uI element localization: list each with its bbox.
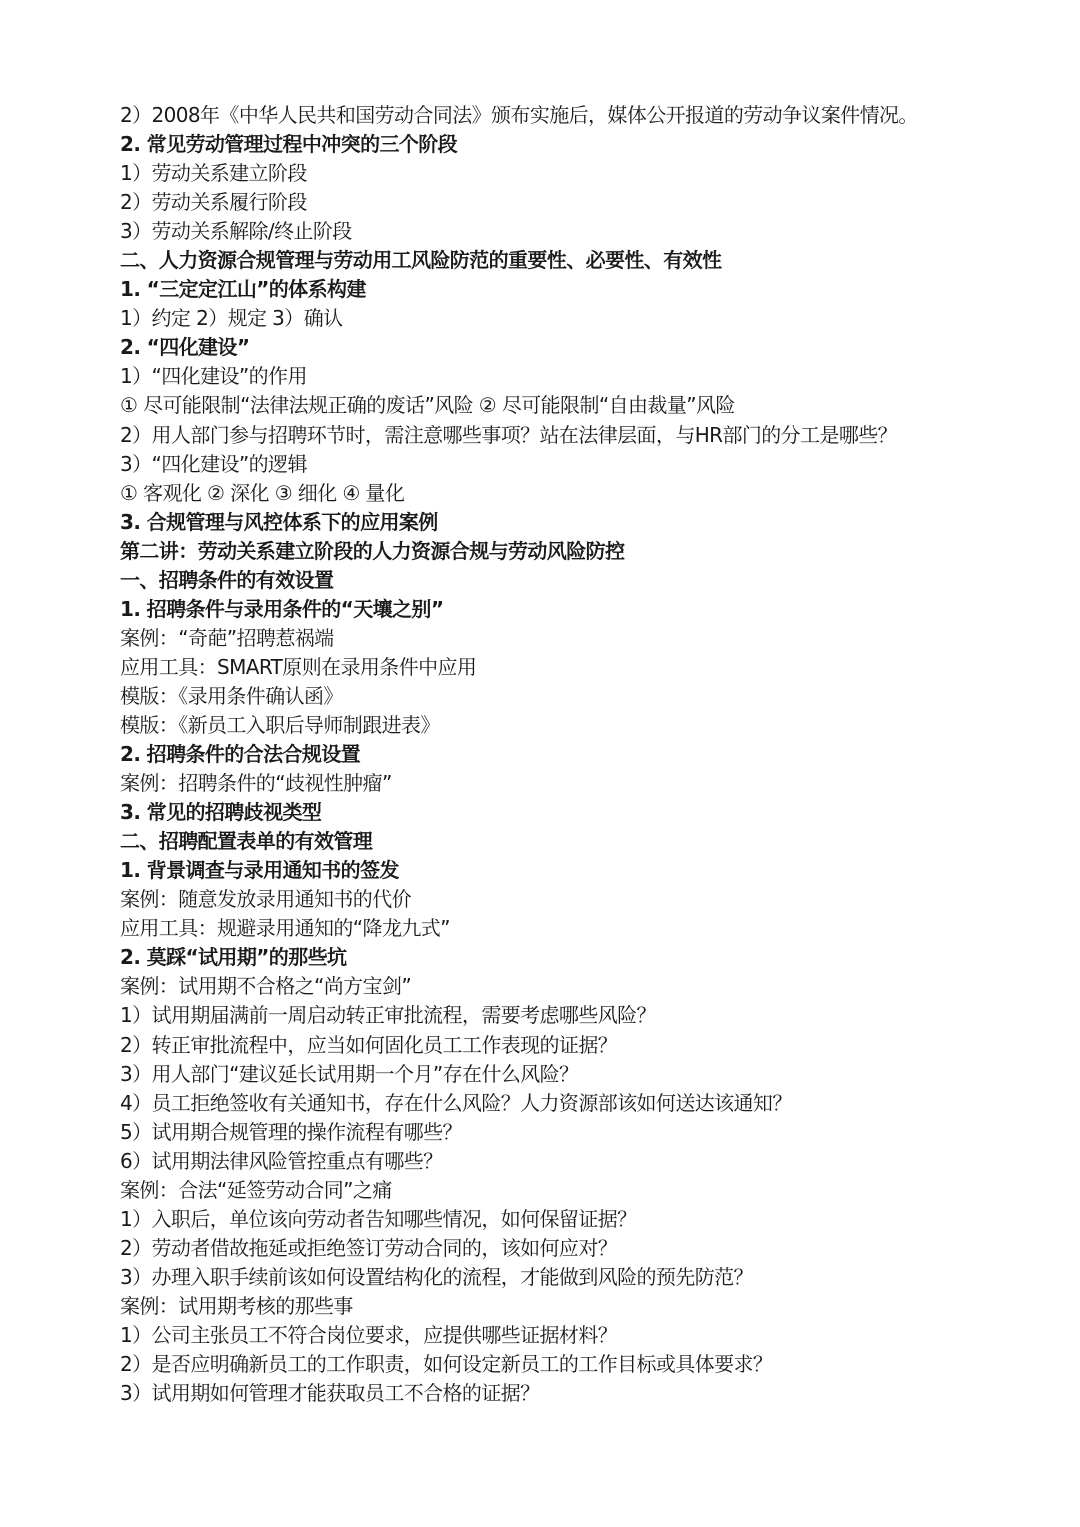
text-line: 1）“四化建设”的作用 (120, 364, 307, 389)
text-line: 2）2008年《中华人民共和国劳动合同法》颁布实施后，媒体公开报道的劳动争议案件情况。 (120, 103, 918, 127)
text-line: 2）是否应明确新员工的工作职责，如何设定新员工的工作目标或具体要求？ (120, 1352, 773, 1377)
text-line: 3）劳动关系解除/终止阶段 (120, 219, 352, 244)
text-line: 2）转正审批流程中，应当如何固化员工工作表现的证据？ (120, 1032, 618, 1057)
text-line: 应用工具：规避录用通知的“降龙九式” (120, 916, 450, 941)
text-line: 2）用人部门参与招聘环节时，需注意哪些事项？站在法律层面，与HR部门的分工是哪些？ (120, 422, 898, 447)
text-line: 案例：合法“延签劳动合同”之痛 (120, 1177, 392, 1202)
text-line: 1）约定 2）规定 3）确认 (120, 306, 343, 331)
text-line: ① 尽可能限制“法律法规正确的废话”风险 ② 尽可能限制“自由裁量”风险 (120, 393, 735, 418)
text-line: 案例：试用期不合格之“尚方宝剑” (120, 974, 412, 999)
heading-line: 1. “三定定江山”的体系构建 (120, 277, 366, 302)
text-line: 模版：《录用条件确认函》 (120, 683, 343, 708)
heading-line: 1. 背景调查与录用通知书的签发 (120, 858, 399, 883)
heading-line: 2. “四化建设” (120, 335, 250, 360)
text-line: 4）员工拒绝签收有关通知书，存在什么风险？人力资源部该如何送达该通知？ (120, 1090, 792, 1115)
heading-line: 1. 招聘条件与录用条件的“天壤之别” (120, 596, 444, 621)
text-line: 1）公司主张员工不符合岗位要求，应提供哪些证据材料？ (120, 1322, 618, 1347)
text-line: 1）劳动关系建立阶段 (120, 161, 307, 186)
text-line: 案例：“奇葩”招聘惹祸端 (120, 625, 334, 650)
heading-line: 二、人力资源合规管理与劳动用工风险防范的重要性、必要性、有效性 (120, 248, 722, 273)
text-line: 6）试用期法律风险管控重点有哪些？ (120, 1148, 443, 1173)
text-line: 模版：《新员工入职后导师制跟进表》 (120, 712, 440, 737)
text-line: 3）试用期如何管理才能获取员工不合格的证据？ (120, 1381, 540, 1406)
text-line: 3）“四化建设”的逻辑 (120, 451, 307, 476)
text-line: 1）入职后，单位该向劳动者告知哪些情况，如何保留证据？ (120, 1206, 637, 1231)
text-line: ① 客观化 ② 深化 ③ 细化 ④ 量化 (120, 480, 405, 505)
heading-line: 2. 招聘条件的合法合规设置 (120, 742, 361, 767)
heading-line: 一、招聘条件的有效设置 (120, 567, 334, 592)
text-line: 2）劳动关系履行阶段 (120, 190, 307, 215)
text-line: 应用工具：SMART原则在录用条件中应用 (120, 654, 477, 679)
heading-line: 2. 莫踩“试用期”的那些坑 (120, 945, 347, 970)
heading-line: 3. 合规管理与风控体系下的应用案例 (120, 509, 438, 534)
heading-line: 2. 常见劳动管理过程中冲突的三个阶段 (120, 132, 458, 157)
text-line: 3）办理入职手续前该如何设置结构化的流程，才能做到风险的预先防范？ (120, 1264, 753, 1289)
text-line: 5）试用期合规管理的操作流程有哪些？ (120, 1119, 462, 1144)
heading-line: 二、招聘配置表单的有效管理 (120, 829, 373, 854)
text-line: 案例：招聘条件的“歧视性肿瘤” (120, 771, 392, 796)
heading-line: 3. 常见的招聘歧视类型 (120, 800, 322, 825)
text-line: 案例：随意发放录用通知书的代价 (120, 887, 411, 912)
text-line: 案例：试用期考核的那些事 (120, 1293, 353, 1318)
text-line: 2）劳动者借故拖延或拒绝签订劳动合同的，该如何应对？ (120, 1235, 618, 1260)
text-line: 1）试用期届满前一周启动转正审批流程，需要考虑哪些风险？ (120, 1003, 656, 1028)
document-page (120, 101, 1020, 1408)
heading-line: 第二讲：劳动关系建立阶段的人力资源合规与劳动风险防控 (120, 538, 625, 563)
text-line: 3）用人部门“建议延长试用期一个月”存在什么风险？ (120, 1061, 579, 1086)
